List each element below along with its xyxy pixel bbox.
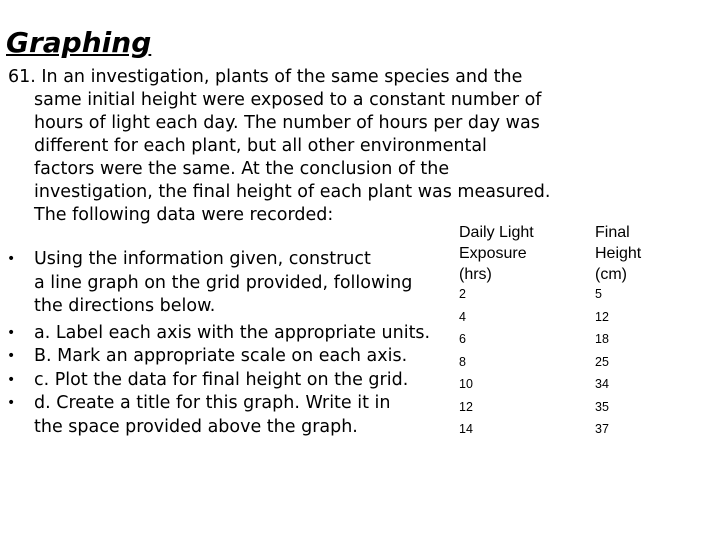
bullet-icon: • <box>7 348 16 364</box>
instruction-line: Using the information given, construct <box>34 249 371 269</box>
instruction-line: d. Create a title for this graph. Write it in <box>34 393 391 413</box>
column-header-light <box>455 222 591 287</box>
table-header-row <box>455 222 695 287</box>
question-line: factors were the same. At the conclusion of the <box>34 159 450 179</box>
header-line: Exposure <box>459 245 527 262</box>
question-line: hours of light each day. The number of hours per day was <box>34 113 540 133</box>
instruction-item <box>4 345 464 369</box>
cell-height-cm: 5 <box>595 287 602 301</box>
cell-light-hours: 2 <box>459 287 466 301</box>
bullet-icon: • <box>7 395 16 411</box>
table-row <box>455 422 695 445</box>
question-line: The following data were recorded: <box>34 205 334 225</box>
cell-light-hours: 12 <box>459 399 473 414</box>
cell-light-hours: 14 <box>459 422 473 436</box>
instruction-line: the space provided above the graph. <box>34 416 358 437</box>
table-row <box>455 377 695 400</box>
instruction-item <box>4 322 464 346</box>
cell-height-cm: 37 <box>595 422 609 436</box>
bullet-icon: • <box>7 371 16 388</box>
cell-light-hours: 4 <box>459 309 466 324</box>
header-line: (hrs) <box>459 266 492 283</box>
cell-height-cm: 35 <box>595 399 609 414</box>
instruction-item <box>4 248 464 319</box>
cell-light-hours: 8 <box>459 354 466 369</box>
data-table <box>455 222 695 445</box>
header-line: (cm) <box>595 266 627 283</box>
question-line: investigation, the final height of each plant was measured. <box>34 182 551 202</box>
question-text <box>8 66 608 227</box>
cell-height-cm: 34 <box>595 377 609 391</box>
cell-light-hours: 10 <box>459 377 473 391</box>
cell-height-cm: 25 <box>595 354 609 369</box>
cell-height-cm: 12 <box>595 309 609 324</box>
question-line: different for each plant, but all other environmental <box>34 136 487 156</box>
table-row <box>455 355 695 378</box>
header-line: Final <box>595 224 630 241</box>
table-row <box>455 332 695 355</box>
question-line: same initial height were exposed to a constant number of <box>34 90 542 110</box>
instruction-line: c. Plot the data for final height on the grid. <box>34 369 409 390</box>
header-line: Daily Light <box>459 224 534 241</box>
cell-light-hours: 6 <box>459 332 466 346</box>
table-row <box>455 400 695 423</box>
instruction-line: a line graph on the grid provided, following <box>34 272 413 293</box>
instruction-line: a. Label each axis with the appropriate units. <box>34 322 431 343</box>
instruction-item <box>4 369 464 393</box>
bullet-icon: • <box>7 251 16 267</box>
table-row <box>455 287 695 310</box>
instruction-list <box>4 248 464 439</box>
page-title: Graphing <box>6 26 152 59</box>
instruction-line: the directions below. <box>34 296 216 316</box>
bullet-icon: • <box>7 324 16 341</box>
table-row <box>455 310 695 333</box>
instruction-item <box>4 392 464 439</box>
cell-height-cm: 18 <box>595 332 609 346</box>
instruction-line: B. Mark an appropriate scale on each axis. <box>34 346 408 366</box>
column-header-height <box>591 222 695 287</box>
question-line: 61. In an investigation, plants of the same species and the <box>8 67 523 87</box>
header-line: Height <box>595 245 642 262</box>
